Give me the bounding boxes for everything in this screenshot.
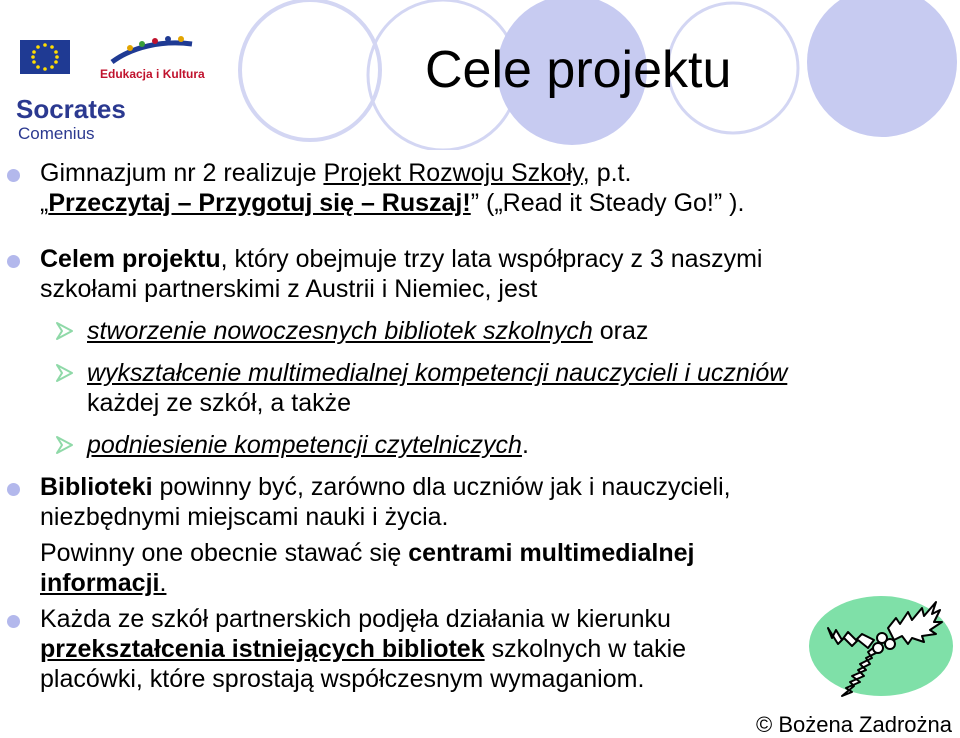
item-text: powinny być, zarówno dla uczniów jak i nauczycieli, xyxy=(152,473,731,501)
bullet-item-libraries xyxy=(40,472,731,598)
brand-name: Socrates xyxy=(16,94,126,124)
deco-circle xyxy=(807,0,957,137)
sub-item-text: stworzenie nowoczesnych bibliotek szkolnych xyxy=(87,317,593,345)
item-text: szkołami partnerskimi z Austrii i Niemiec, jest xyxy=(40,275,538,303)
libraries-heading: Biblioteki xyxy=(40,473,153,501)
item-text: Każda ze szkół partnerskich podjęła działania w kierunku xyxy=(40,605,671,633)
program-name: Edukacja i Kultura xyxy=(100,67,205,81)
deco-circle xyxy=(240,0,380,140)
item-text: niezbędnymi miejscami nauki i życia. xyxy=(40,503,449,531)
bullet-item-project-goal xyxy=(40,244,762,304)
item-text: Gimnazjum nr 2 realizuje xyxy=(40,159,324,187)
item-emphasis: przekształcenia istniejących bibliotek xyxy=(40,635,485,663)
item-text: każdej ze szkół, a także xyxy=(87,389,352,417)
item-emphasis: informacji xyxy=(40,569,160,597)
slide-title: Cele projektu xyxy=(425,41,732,99)
item-text: placówki, które sprostają współczesnym wymaganiom. xyxy=(40,665,645,693)
bullet-item-transformation xyxy=(40,604,686,694)
copyright-icon: © xyxy=(755,712,773,737)
sub-item-libraries xyxy=(87,316,648,346)
project-link[interactable]: Projekt Rozwoju Szkoły xyxy=(323,159,583,187)
item-emphasis: centrami multimedialnej xyxy=(408,539,695,567)
item-text: Powinny one obecnie stawać się xyxy=(40,539,409,567)
item-text: ” („Read it Steady Go!” ). xyxy=(470,189,745,217)
eu-flag-icon xyxy=(20,40,70,74)
bullet-icon xyxy=(7,615,20,628)
arrow-bullet-icon xyxy=(54,320,76,342)
item-text: , który obejmuje trzy lata współpracy z 3 naszymi xyxy=(220,245,763,273)
item-text: . xyxy=(521,431,529,459)
holly-leaves-icon xyxy=(808,588,954,698)
sub-brand-name: Comenius xyxy=(18,124,95,143)
item-text: szkolnych w takie xyxy=(484,635,687,663)
sub-item-reading xyxy=(87,430,529,460)
sub-item-text: podniesienie kompetencji czytelniczych xyxy=(87,431,522,459)
author-name: Bożena Zadrożna xyxy=(778,712,952,737)
bullet-icon xyxy=(7,255,20,268)
project-motto: Przeczytaj – Przygotuj się – Ruszaj! xyxy=(48,189,471,217)
sub-item-text: wykształcenie multimedialnej kompetencji nauczycieli i uczniów xyxy=(87,359,788,387)
sub-item-competence xyxy=(87,358,787,418)
socrates-logo xyxy=(12,22,227,147)
bullet-icon xyxy=(7,169,20,182)
bullet-icon xyxy=(7,483,20,496)
item-text: „ xyxy=(40,189,49,217)
item-text: oraz xyxy=(592,317,649,345)
footer-copyright xyxy=(756,712,952,738)
arrow-bullet-icon xyxy=(54,362,76,384)
arrow-bullet-icon xyxy=(54,434,76,456)
bullet-item-school-project xyxy=(40,158,744,218)
goal-heading: Celem projektu xyxy=(40,245,221,273)
item-text: , p.t. xyxy=(582,159,632,187)
item-text: . xyxy=(159,569,167,597)
